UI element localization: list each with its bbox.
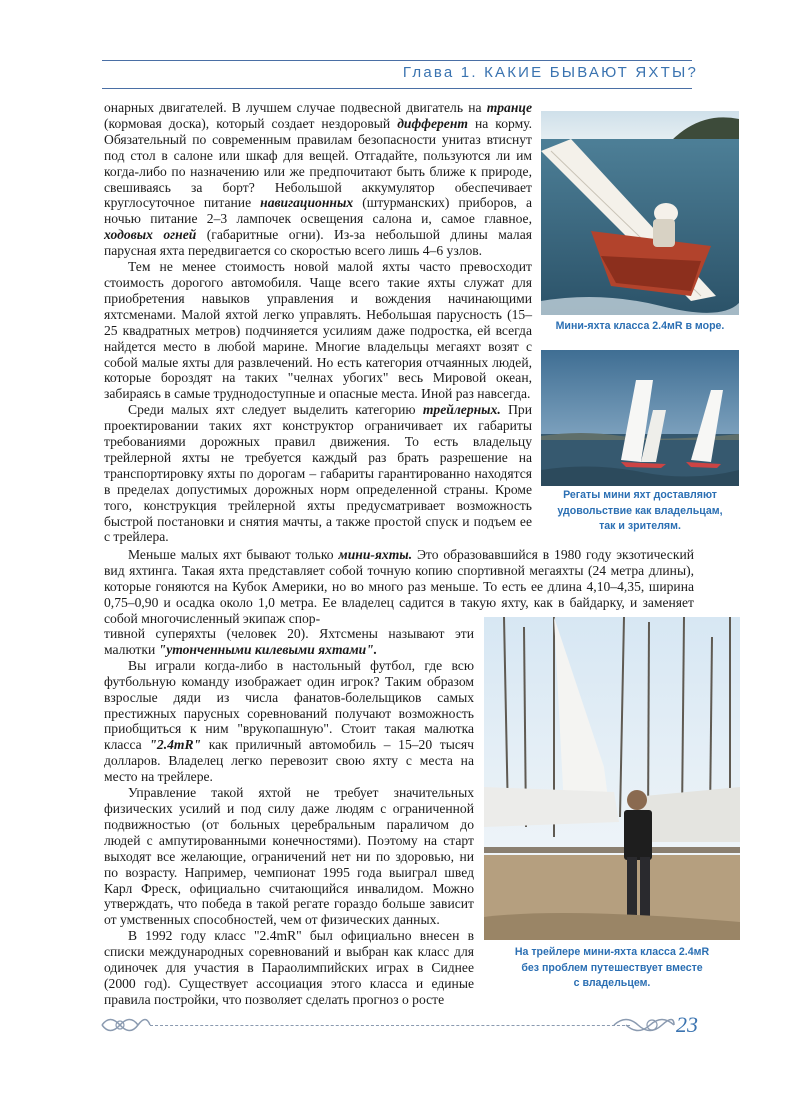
header-bottom-rule <box>102 88 692 89</box>
paragraph: Среди малых яхт следует выделить категорию трейлерных. При проектировании таких яхт конструктор ограничивает их габариты требованиями дорожных правил движения. То есть владельцу трейлерной яхты не требуется каждый раз брать разрешение на транспортировку яхты по дорогам – габариты гарантированно находятся в пределах допустимых дорожных норм определенной страны. Кроме того, конструкция трейлерной яхты предусматривает возможность быстрой постановки и снятия мачты, а также простой спуск и подъем ее с трейлера. <box>104 402 532 545</box>
rope-knot-right-icon <box>612 1012 676 1038</box>
chapter-title: Глава 1. КАКИЕ БЫВАЮТ ЯХТЫ? <box>402 64 698 81</box>
paragraph: Вы играли когда-либо в настольный футбол, где всю футбольную команду изображает один игрок? Таким образом взрослые дяди из числа фанатов-болельщиков самых престижных парусных соревнований получают возможность приобщиться к ним "врукопашную". Стоит такая малютка класса "2.4mR" как приличный автомобиль – 15–20 тысяч долларов. Владелец легко перевозит свою яхту с места на место на трейлере. <box>104 657 474 785</box>
emphasized-term: транце <box>486 100 532 115</box>
emphasized-term: дифферент <box>397 115 468 131</box>
paragraph: В 1992 году класс "2.4mR" был официально внесен в списки международных соревнований и выбран как класс для одиночек для участия в Параолимпийских играх в Сиднее (2000 год). Существует ассоциация этого класса и единые правила постройки, что позволяет сделать прогноз о росте <box>104 928 474 1007</box>
paragraph: Тем не менее стоимость новой малой яхты часто превосходит стоимость дорогого автомобиля. Чаще всего такие яхты служат для приобретения навыков управления и вождения начинающими яхтсменами. Малой яхтой легко управлять. Небольшая парусность (15–25 квадратных метров) подчиняется усилиям даже подростка, ей всегда найдется место в любой марине. Многие владельцы мегаяхт возят с собой малые яхты для развлечений. Но есть категория отчаянных людей, которые бороздят на таких "челнах убогих" весь Мировой океан, забираясь в самые труднодоступные и опасные места. Иной раз навсегда. <box>104 259 532 402</box>
emphasized-term: "утонченными килевыми яхтами". <box>158 641 378 657</box>
caption-photo-1 <box>538 319 742 335</box>
caption-line: так и зрителям. <box>599 520 681 532</box>
header-top-rule <box>102 60 692 61</box>
caption-line: Мини-яхта класса 2.4мR в море. <box>555 320 725 332</box>
page-number: 23 <box>676 1012 698 1037</box>
photo-mini-yacht-at-sea-image <box>541 111 739 315</box>
emphasized-term: трейлерных. <box>422 402 501 418</box>
caption-photo-2 <box>538 488 742 535</box>
caption-line: без проблем путешествует вместе <box>521 961 703 974</box>
text-column-upper <box>104 100 532 545</box>
caption-line: с владельцем. <box>573 977 651 989</box>
emphasized-term: навигационных <box>260 195 354 211</box>
caption-photo-3 <box>484 945 740 992</box>
caption-line: На трейлере мини-яхта класса 2.4мR <box>514 946 710 958</box>
emphasized-term: "2.4mR" <box>149 737 202 753</box>
photo-mini-yacht-at-sea <box>541 111 739 315</box>
caption-line: Регаты мини яхт доставляют <box>563 489 717 501</box>
paragraph: Управление такой яхтой не требует значительных физических усилий и под силу даже людям с ограниченной подвижностью (от больных церебральным параличом до людей с ампутированными конечностями). Поэтому на старт выходят все желающие, ограничений нет ни по здоровью, ни по возрасту. Например, чемпионат 1995 года выиграл швед Карл Фреск, официально считающийся инвалидом. Можно утверждать, что победа в такой регате гораздо больше зависит от умственных способностей, чем от физических данных. <box>104 785 474 928</box>
text-block-fullwidth <box>104 547 694 627</box>
photo-marina-trailer <box>484 617 740 940</box>
rope-knot-left-icon <box>100 1012 152 1038</box>
paragraph: тивной суперяхты (человек 20). Яхтсмены называют эти малютки "утонченными килевыми яхтами". <box>104 626 474 657</box>
caption-line: удовольствие как владельцам, <box>557 504 723 517</box>
photo-regatta <box>541 350 739 486</box>
text-column-lower <box>104 626 474 1008</box>
emphasized-term: мини-яхты. <box>338 547 413 562</box>
photo-regatta-image <box>541 350 739 486</box>
photo-marina-trailer-image <box>484 617 740 940</box>
paragraph: онарных двигателей. В лучшем случае подвесной двигатель на транце (кормовая доска), который создает нездоровый дифферент на корму. Обязательный по современным правилам безопасности унитаз втиснут под стол в салоне или шкаф для вещей. Отгадайте, пользуются ли им когда-либо по назначению или же предпочитают быть ближе к природе, свешиваясь за борт? Небольшой аккумулятор обеспечивает круглосуточное питание навигационных (штурманских) приборов, а ночью питание 2–3 лампочек освещения салона и, самое главное, ходовых огней (габаритные огни). Из-за небольшой длины малая парусная яхта передвигается со скоростью всего лишь 4–6 узлов. <box>104 100 533 259</box>
emphasized-term: ходовых огней <box>104 227 197 243</box>
paragraph: Меньше малых яхт бывают только мини-яхты. Это образовавшийся в 1980 году экзотический вид яхтинга. Такая яхта представляет собой точную копию спортивной мегаяхты (24 метра длины), которые гоняются на Кубок Америки, но во много раз меньше. То есть ее длина 4,10–4,35, ширина 0,75–0,90 и осадка около 1,0 метра. Ее владелец садится в такую яхту, как в байдарку, и заменяет собой многочисленный экипаж спор- <box>104 547 694 626</box>
footer-rope-line <box>150 1025 630 1026</box>
